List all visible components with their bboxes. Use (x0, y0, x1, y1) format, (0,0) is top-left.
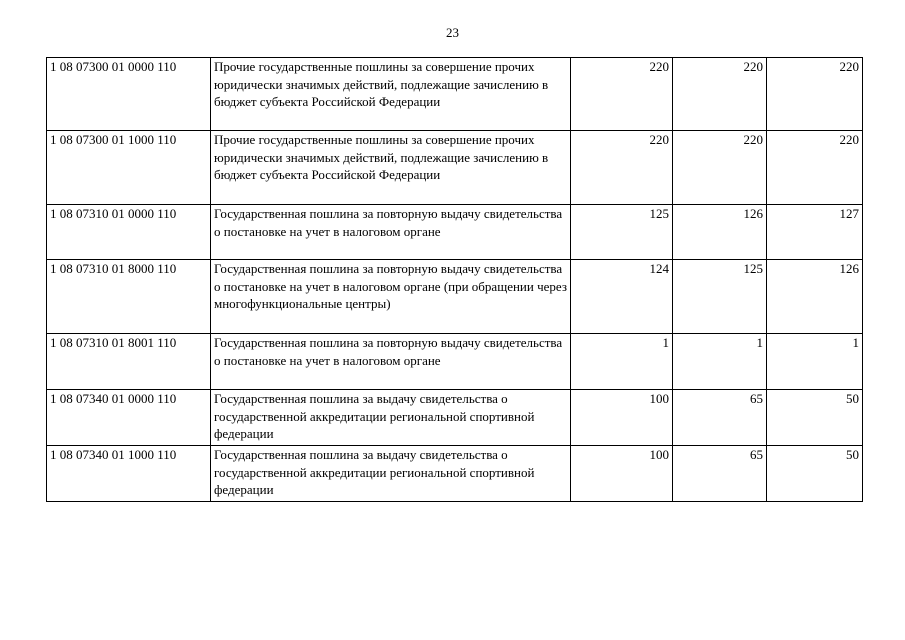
value-cell-3: 127 (767, 205, 863, 260)
value-cell-1: 125 (571, 205, 673, 260)
value-cell-2: 125 (673, 260, 767, 334)
table-row (47, 446, 863, 502)
revenue-name-cell: Государственная пошлина за повторную выдачу свидетельства о постановке на учет в налоговом органе (211, 205, 571, 260)
value-cell-3: 220 (767, 131, 863, 205)
value-cell-2: 65 (673, 390, 767, 446)
revenue-name-cell: Прочие государственные пошлины за совершение прочих юридически значимых действий, подлежащие зачислению в бюджет субъекта Российской Федерации (211, 58, 571, 131)
value-cell-2: 220 (673, 58, 767, 131)
value-cell-1: 220 (571, 58, 673, 131)
budget-code-cell: 1 08 07300 01 0000 110 (47, 58, 211, 131)
table-row (47, 260, 863, 334)
value-cell-1: 220 (571, 131, 673, 205)
value-cell-2: 65 (673, 446, 767, 502)
value-cell-2: 220 (673, 131, 767, 205)
table-row (47, 390, 863, 446)
table-row (47, 58, 863, 131)
value-cell-1: 124 (571, 260, 673, 334)
value-cell-1: 100 (571, 446, 673, 502)
revenue-name-cell: Государственная пошлина за выдачу свидетельства о государственной аккредитации региональной спортивной федерации (211, 446, 571, 502)
value-cell-3: 1 (767, 334, 863, 390)
value-cell-3: 126 (767, 260, 863, 334)
value-cell-3: 50 (767, 390, 863, 446)
page-number: 23 (446, 25, 459, 40)
table-row (47, 131, 863, 205)
value-cell-2: 1 (673, 334, 767, 390)
revenue-name-cell: Прочие государственные пошлины за совершение прочих юридически значимых действий, подлежащие зачислению в бюджет субъекта Российской Федерации (211, 131, 571, 205)
budget-code-cell: 1 08 07340 01 1000 110 (47, 446, 211, 502)
revenue-table (46, 57, 863, 502)
revenue-name-cell: Государственная пошлина за повторную выдачу свидетельства о постановке на учет в налоговом органе (при обращении через многофункциональные центры) (211, 260, 571, 334)
value-cell-3: 50 (767, 446, 863, 502)
value-cell-2: 126 (673, 205, 767, 260)
budget-code-cell: 1 08 07310 01 8000 110 (47, 260, 211, 334)
budget-code-cell: 1 08 07340 01 0000 110 (47, 390, 211, 446)
revenue-name-cell: Государственная пошлина за выдачу свидетельства о государственной аккредитации региональной спортивной федерации (211, 390, 571, 446)
table-row (47, 205, 863, 260)
budget-code-cell: 1 08 07310 01 0000 110 (47, 205, 211, 260)
value-cell-3: 220 (767, 58, 863, 131)
value-cell-1: 100 (571, 390, 673, 446)
table-row (47, 334, 863, 390)
value-cell-1: 1 (571, 334, 673, 390)
budget-code-cell: 1 08 07310 01 8001 110 (47, 334, 211, 390)
budget-code-cell: 1 08 07300 01 1000 110 (47, 131, 211, 205)
revenue-name-cell: Государственная пошлина за повторную выдачу свидетельства о постановке на учет в налоговом органе (211, 334, 571, 390)
